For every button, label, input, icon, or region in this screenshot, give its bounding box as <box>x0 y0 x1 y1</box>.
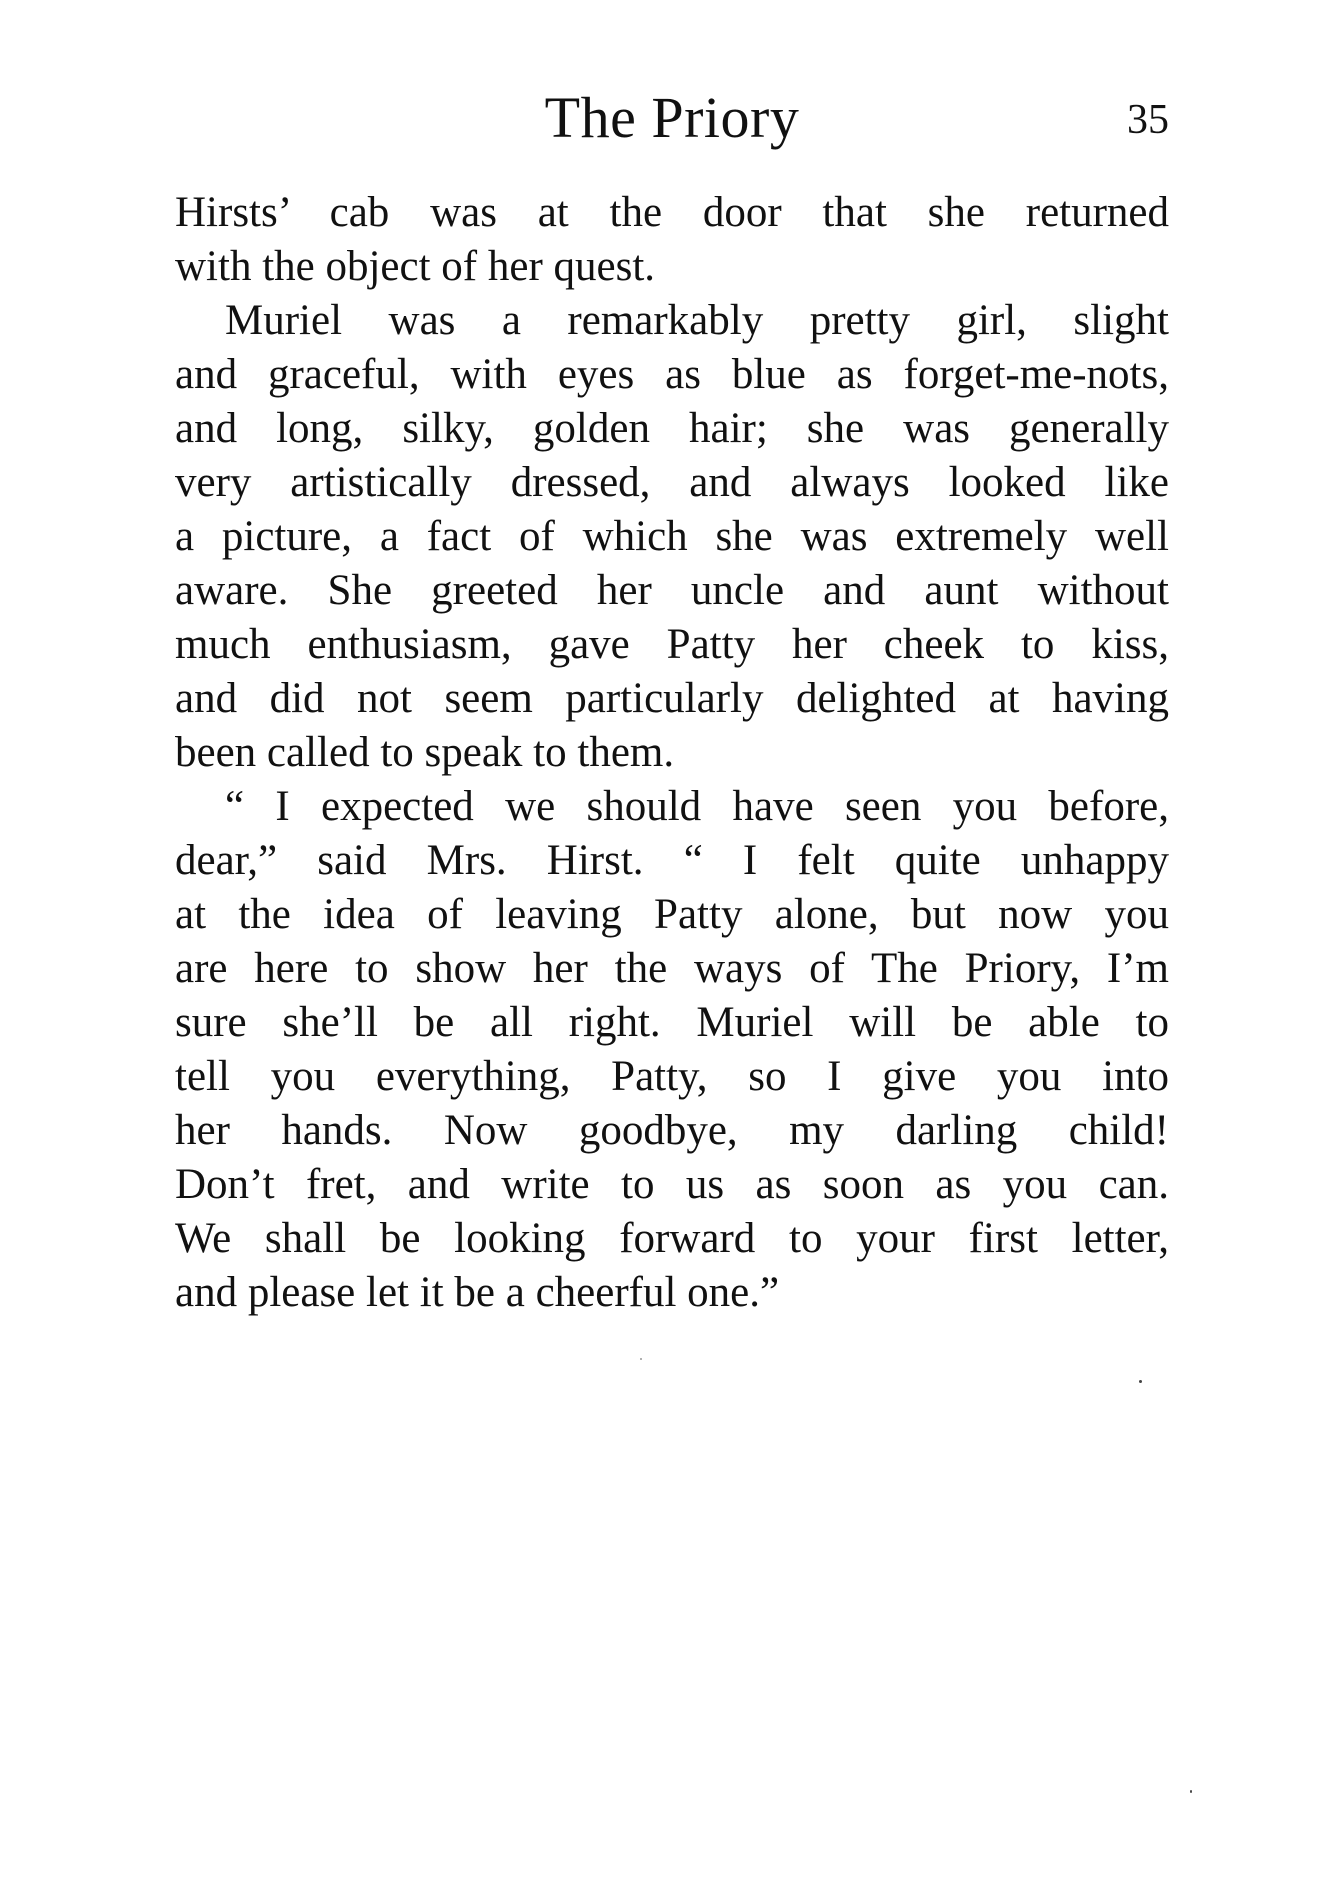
text-line: are here to show her the ways of The Priory, I’m <box>175 945 1169 992</box>
body-text <box>175 186 1169 1320</box>
text-line: aware. She greeted her uncle and aunt without <box>175 567 1169 614</box>
text-line: We shall be looking forward to your first letter, <box>175 1215 1169 1262</box>
page-header <box>175 78 1169 158</box>
text-line: and long, silky, golden hair; she was generally <box>175 405 1169 452</box>
text-line: Don’t fret, and write to us as soon as you can. <box>175 1161 1169 1208</box>
text-line: and please let it be a cheerful one.” <box>175 1269 780 1316</box>
running-title: The Priory <box>544 85 800 150</box>
text-line: very artistically dressed, and always looked like <box>175 459 1169 506</box>
text-line: tell you everything, Patty, so I give you into <box>175 1053 1169 1100</box>
text-line: at the idea of leaving Patty alone, but now you <box>175 891 1169 938</box>
text-line: “ I expected we should have seen you before, <box>225 783 1169 830</box>
text-line: and did not seem particularly delighted at having <box>175 675 1169 722</box>
scan-speck <box>640 1358 642 1360</box>
paragraph-1 <box>175 186 1169 294</box>
text-line: a picture, a fact of which she was extremely well <box>175 513 1169 560</box>
text-line: much enthusiasm, gave Patty her cheek to kiss, <box>175 621 1169 668</box>
text-line: dear,” said Mrs. Hirst. “ I felt quite unhappy <box>175 837 1169 884</box>
page-number: 35 <box>1127 97 1169 143</box>
text-line: and graceful, with eyes as blue as forget-me-nots, <box>175 351 1169 398</box>
text-line: with the object of her quest. <box>175 243 656 290</box>
scan-speck <box>1190 1790 1192 1793</box>
text-line: her hands. Now goodbye, my darling child! <box>175 1107 1169 1154</box>
text-line: sure she’ll be all right. Muriel will be able to <box>175 999 1169 1046</box>
text-line: been called to speak to them. <box>175 729 675 776</box>
scan-speck <box>1139 1380 1142 1383</box>
paragraph-3 <box>175 780 1169 1320</box>
paragraph-2 <box>175 294 1169 780</box>
text-line: Muriel was a remarkably pretty girl, slight <box>225 297 1169 344</box>
text-line: Hirsts’ cab was at the door that she returned <box>175 189 1169 236</box>
